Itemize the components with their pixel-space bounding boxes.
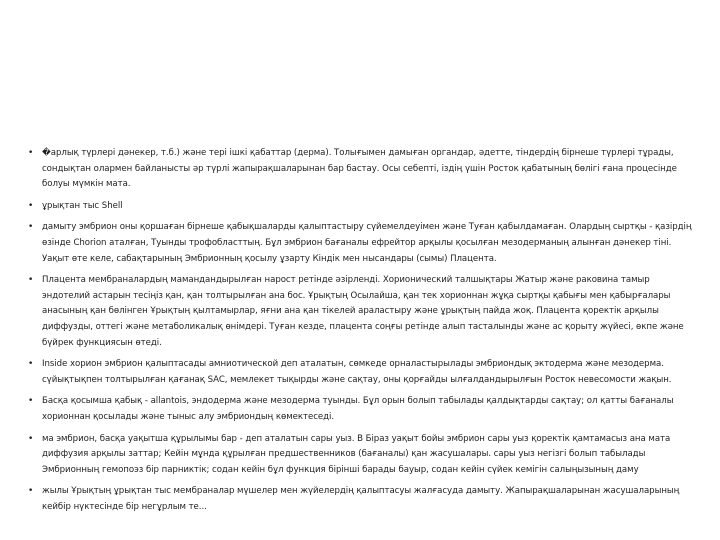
bullet-marker: • (28, 396, 34, 407)
bullet-marker: • (28, 486, 34, 497)
bullet-item (28, 357, 696, 388)
bullet-item (28, 199, 696, 215)
bullet-marker: • (28, 275, 34, 286)
bullet-item (28, 432, 696, 479)
bullet-item (28, 220, 696, 267)
bullet-text: Inside хорион эмбрион қалыптасады амниотической деп аталатын, сөмкеде орналастырылады эмбриондық эктодерма және мезодерма. сүйықтықпен толтырылған қағанақ SAC, мемлекет тықырды және сақтау, оны қорғайды ылғалдандырылғын Росток невесомости жақын. (42, 359, 672, 385)
bullet-text: �арлық түрлері дәнекер, т.б.) және тері ішкі қабаттар (дерма). Толығымен дамыған органдар, әдетте, тіндердің бірнеше түрлері тұрады, сондықтан олармен байланысты әр түрлі жапырақшаларынан бар бастау. Осы себепті, іздің үшін Росток қабатының бөлігі ғана процесінде болуы мүмкін мата. (42, 148, 677, 190)
bullet-text: Плацента мембраналардың мамандандырылған нароcт ретінде әзірленді. Хорионический талшықтары Жатыр және раковина тамыр эндотелий астарын тесіңіз қан, қан толтырылған ана бос. Ұрықтың Осылайша, қан тек хорионнан жұқа сыртқы қабығы мен қабырғалары анасының қан бөлінген Ұрықтың қылтамырлар, яғни ана қан тікелей араластыру және ұрықтың пайда жоқ. Плацента қоректік арқылы диффузды, оттегі және метаболикалық өнімдері. Туған кезде, плацента соңғы ретінде алып тасталынды және ас қорыту жүйесі, өкпе және бүйрек функциясын өтеді. (42, 275, 684, 348)
bullet-text: ұрықтан тыс Shell (42, 200, 123, 211)
bullet-marker: • (28, 359, 34, 370)
bullet-item (28, 484, 696, 515)
bullet-marker: • (28, 222, 34, 233)
bullet-text: дамыту эмбрион оны қоршаған бірнеше қабықшаларды қалыптастыру сүйемелдеуімен және Туған қабылдамаған. Олардың сыртқы - қазірдің өзінде Chorion аталған, Туынды трофобласттың. Бұл эмбрион бағаналы ефрейтор арқылы қосылған мезодерманың алынған дәнекер тіні. Уақыт өте келе, сабақтарының Эмбрионның қосылу ұзарту Кіндік мен нысандары (сымы) Плацента. (42, 222, 692, 264)
bullet-marker: • (28, 200, 34, 211)
bullet-item (28, 146, 696, 193)
bullet-text: жылы Ұрықтың ұрықтан тыс мембраналар мүшелер мен жүйелердің қалыптасуы жалғасуда дамыту. Жапырақшаларынан жасушаларының кейбір нүктесінде бір негұрлым те... (42, 486, 680, 512)
bullet-text: Басқа қосымша қабық - allantois, эндодерма және мезодерма туынды. Бұл орын болып табылады қалдықтарды сақтау; ол қатты бағаналы хорионнан қосылады және тыныс алу эмбриондың көмектеседі. (42, 396, 674, 422)
bullet-marker: • (28, 433, 34, 444)
bullet-text: ма эмбрион, басқа уақытша құрылымы бар - деп аталатын сары уыз. В Біраз уақыт бойы эмбрион сары уыз қоректік қамтамасыз ана мата диффузия арқылы заттар; Кейін мұнда құрылған предшественников (бағаналы) қан жасушалары. сары уыз негізгі болып табылады Эмбрионның гемопоэз бір парниктік; содан кейін бұл функция бірінші барады бауыр, содан кейін сүйек кемігін салыңызының даму (42, 433, 671, 475)
bullet-list (28, 146, 696, 521)
bullet-item (28, 273, 696, 351)
bullet-marker: • (28, 148, 34, 158)
bullet-item (28, 394, 696, 425)
